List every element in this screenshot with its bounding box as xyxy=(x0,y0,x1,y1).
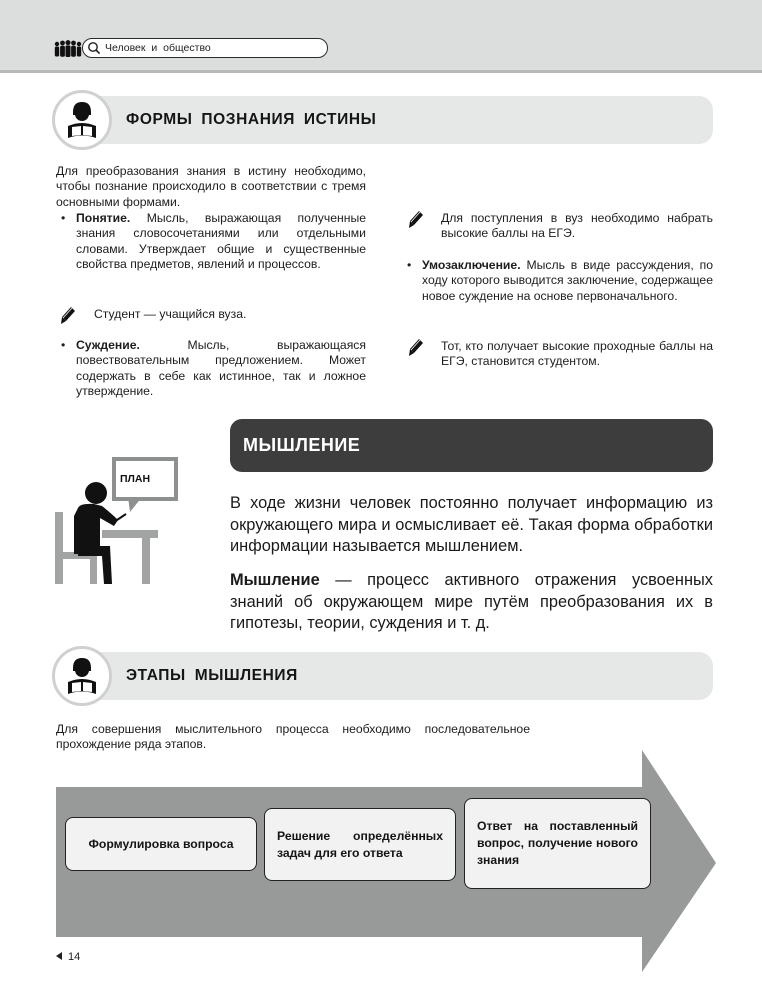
thinking-definition-text: — процесс активного отражения усвоенных знаний об окружающем мире путём преобразования их в гипотезы, теории, суждения и т. д. xyxy=(230,571,713,632)
section-title-thinking: МЫШЛЕНИЕ xyxy=(243,435,361,455)
inference-text: Мысль в виде рассуждения, по ходу которого выводится заключение, содержащее новое суждение на основе первоначального. xyxy=(422,258,713,303)
thinking-paragraph: В ходе жизни человек постоянно получает информацию из окружающего мира и осмысливает её. Такая форма обработки информации называется мышлением. xyxy=(230,494,713,555)
topic-search-text: Человек и общество xyxy=(105,42,211,54)
bullet-dot: • xyxy=(407,258,412,272)
inference-example: Тот, кто получает высокие проходные баллы на ЕГЭ, становится студентом. xyxy=(441,339,713,369)
bullet-dot: • xyxy=(61,338,66,352)
bullet-dot: • xyxy=(61,211,66,225)
concept-text: Мысль, выражающая полученные знания словосочетаниями или отдельными словами. Утверждает общие и существенные свойства предметов, явлений и процессов. xyxy=(76,211,366,271)
page-number xyxy=(56,951,80,963)
page-number-text: 14 xyxy=(68,951,81,963)
inference-term: Умозаключение. xyxy=(422,258,521,272)
thinking-definition-term: Мышление xyxy=(230,571,320,589)
judgement-example: Для поступления в вуз необходимо набрать высокие баллы на ЕГЭ. xyxy=(441,211,713,241)
stage-step-1-text: Формулировка вопроса xyxy=(88,836,234,851)
page-marker-icon xyxy=(56,952,62,960)
stage-step-3-text: Ответ на поставленный вопрос, получение нового знания xyxy=(477,819,638,867)
judgement-term: Суждение. xyxy=(76,338,140,352)
judgement-text: Мысль, выражающаяся повествовательным предложением. Может содержать в себе как истинное, так и ложное утверждение. xyxy=(76,338,366,398)
section-title-forms: ФОРМЫ ПОЗНАНИЯ ИСТИНЫ xyxy=(126,111,377,128)
stages-intro: Для совершения мыслительного процесса необходимо последовательное прохождение ряда этапов. xyxy=(56,722,530,752)
stage-step-1 xyxy=(65,817,257,871)
concept-term: Понятие. xyxy=(76,211,131,225)
stage-step-2-text: Решение определённых задач для его ответа xyxy=(277,828,443,860)
stage-step-2 xyxy=(264,808,456,881)
forms-intro: Для преобразования знания в истину необходимо, чтобы познание происходило в соответствии с тремя основными формами. xyxy=(56,164,366,209)
stage-step-3 xyxy=(464,798,651,889)
section-title-stages: ЭТАПЫ МЫШЛЕНИЯ xyxy=(126,667,298,684)
plan-sign-label: ПЛАН xyxy=(120,473,151,485)
concept-example: Студент — учащийся вуза. xyxy=(94,307,247,321)
